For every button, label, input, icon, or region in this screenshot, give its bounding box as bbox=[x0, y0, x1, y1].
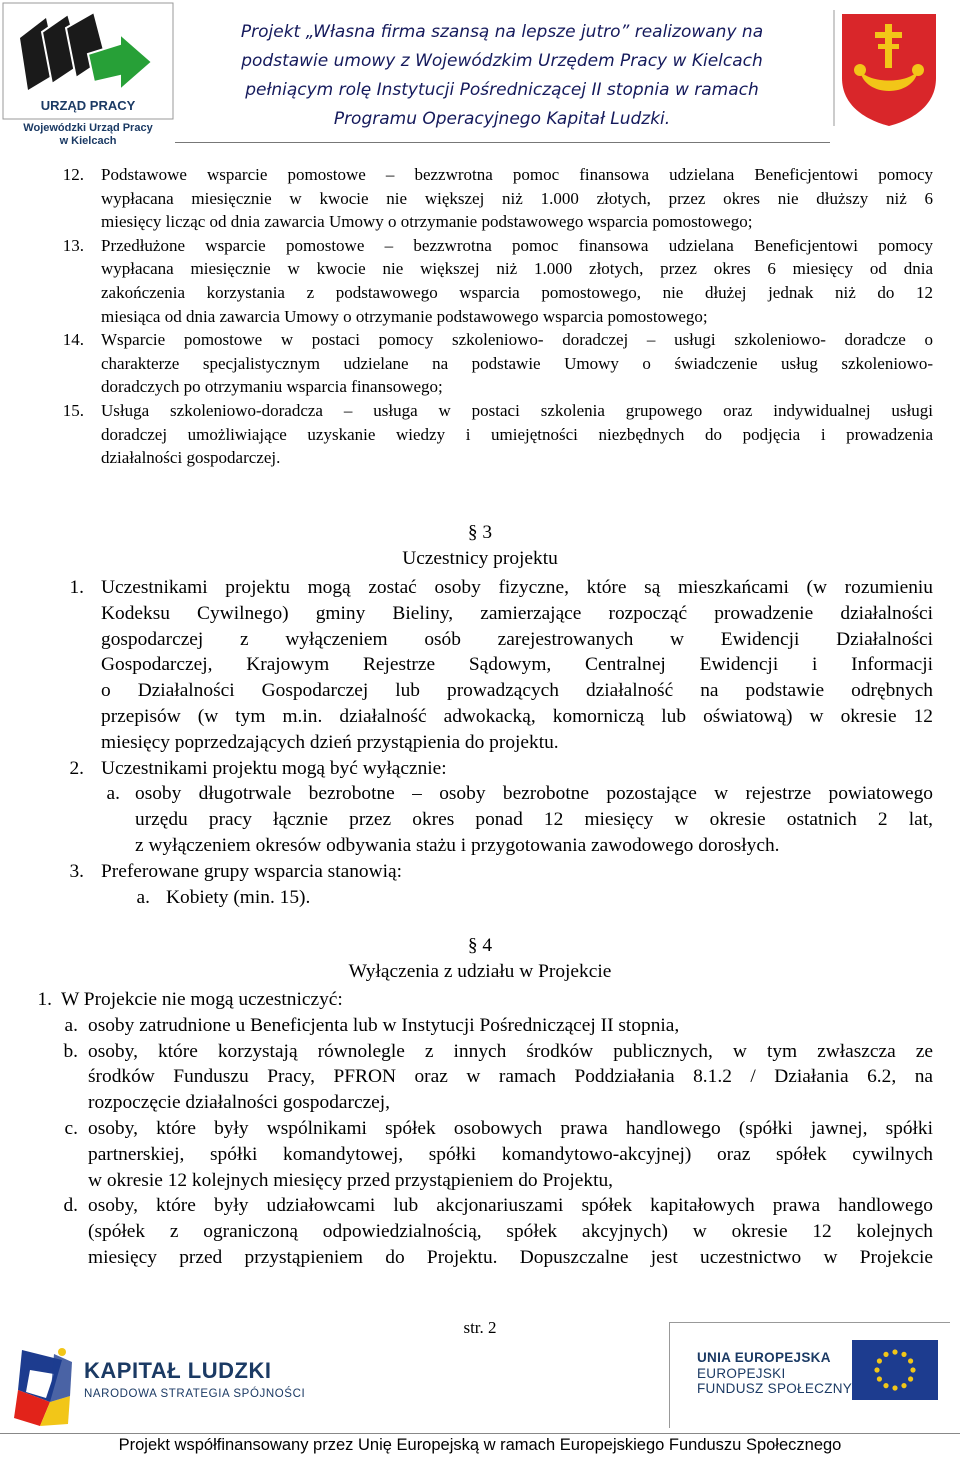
item-line: zakończenia korzystania z podstawowego wsparcia pomostowego, nie dłużej jednak niż do 12 bbox=[101, 282, 933, 302]
list-item bbox=[0, 163, 960, 187]
item-line: Gospodarczej, Krajowym Rejestrze Sądowym, Centralnej Ewidencji i Informacji bbox=[101, 654, 933, 676]
list-item bbox=[0, 328, 960, 352]
item-line: (spółek z ograniczoną odpowiedzialnością, spółek akcyjnych) w okresie 12 kolejnych bbox=[88, 1221, 933, 1243]
sub-list-item bbox=[0, 781, 960, 807]
logo-line2: Wojewódzki Urząd Pracy bbox=[23, 122, 153, 134]
cofinancing-note: Projekt współfinansowany przez Unię Europejską w ramach Europejskiego Funduszu Społecznego bbox=[118, 1436, 842, 1454]
item-number: 12. bbox=[62, 165, 84, 184]
list-item bbox=[0, 575, 960, 601]
item-line: Uczestnikami projektu mogą zostać osoby fizyczne, które są mieszkańcami (w rozumieniu bbox=[101, 577, 933, 598]
item-line: działalności gospodarczej. bbox=[101, 448, 281, 468]
item-line: doradczej umożliwiające uzyskanie wiedzy i umiejętności niezbędnych do podjęcia i prowadzenia bbox=[101, 424, 933, 444]
item-number: 1. bbox=[69, 577, 84, 598]
item-line: Kodeksu Cywilnego) gminy Bieliny, zamierzające rozpocząć prowadzenie działalności bbox=[101, 602, 933, 624]
section-4-title: Wyłączenia z udziału w Projekcie bbox=[348, 961, 612, 982]
sub-list-item bbox=[0, 885, 960, 911]
kl-subtitle: NARODOWA STRATEGIA SPÓJNOŚCI bbox=[84, 1388, 306, 1400]
item-line: partnerskiej, spółki komandytowej, spółki komandytowo-akcyjnej) oraz spółek cywilnych bbox=[88, 1143, 933, 1165]
footer-rule bbox=[0, 1433, 960, 1434]
eu-flag-icon bbox=[852, 1340, 938, 1400]
header-rule bbox=[175, 142, 830, 143]
item-line: Uczestnikami projektu mogą być wyłącznie: bbox=[101, 757, 447, 779]
kl-title: KAPITAŁ LUDZKI bbox=[84, 1358, 272, 1383]
item-line: miesięcy przed przystąpieniem do Projektu. Dopuszczalne jest uczestnictwo w Projekcie bbox=[88, 1246, 933, 1268]
item-line: z wyłączeniem okresów odbywania stażu i przygotowania zawodowego dorosłych. bbox=[135, 834, 780, 856]
item-line: miesięcy poprzedzających dzień przystąpienia do projektu. bbox=[101, 731, 559, 753]
list-item bbox=[0, 1193, 960, 1219]
item-line: Wsparcie pomostowe w postaci pomocy szkoleniowo- doradczej – usługi szkoleniowo- doradcze o bbox=[101, 330, 933, 350]
item-line: osoby, które były wspólnikami spółek osobowych prawa handlowego (spółki jawnej, spółki bbox=[88, 1117, 933, 1139]
section-4-number: § 4 bbox=[467, 935, 493, 956]
item-line: rozpoczęcie działalności gospodarczej, bbox=[88, 1092, 391, 1114]
item-line: o Działalności Gospodarczej lub prowadzących działalność na podstawie odrębnych bbox=[101, 680, 933, 702]
bieliny-crest-icon bbox=[830, 8, 940, 128]
item-line: Usługa szkoleniowo-doradcza – usługa w postaci szkolenia grupowego oraz indywidualnej usługi bbox=[101, 400, 933, 420]
wup-name bbox=[8, 122, 168, 148]
logo-line3: w Kielcach bbox=[59, 135, 117, 147]
item-line: osoby, które były udziałowcami lub akcjonariuszami spółek kapitałowych prawa handlowego bbox=[88, 1195, 933, 1217]
item-line: osoby, które korzystają równolegle z innych środków publicznych, w tym zwłaszcza ze bbox=[88, 1040, 933, 1062]
item-number: 2. bbox=[69, 757, 84, 779]
project-line-2: podstawie umowy z Wojewódzkim Urzędem Pracy w Kielcach bbox=[241, 51, 763, 71]
item-line: wypłacana miesięcznie w kwocie nie większej niż 1.000 złotych, przez okres nie dłuższy niż 6 bbox=[101, 188, 933, 208]
eu-fund-line1: EUROPEJSKI bbox=[697, 1366, 786, 1381]
section-3-number: § 3 bbox=[467, 522, 493, 543]
item-line: Preferowane grupy wsparcia stanowią: bbox=[101, 860, 402, 882]
list-item bbox=[0, 859, 960, 885]
logo-line1: URZĄD PRACY bbox=[40, 98, 136, 113]
item-number: 3. bbox=[69, 860, 84, 882]
wup-logo bbox=[2, 2, 174, 148]
item-letter: a. bbox=[106, 783, 120, 805]
item-letter: d. bbox=[63, 1195, 78, 1217]
project-line-3: pełniącym rolę Instytucji Pośredniczącej II stopnia w ramach bbox=[245, 80, 759, 100]
item-line: osoby zatrudnione u Beneficjenta lub w Instytucji Pośredniczącej II stopnia, bbox=[88, 1014, 680, 1036]
list-item bbox=[0, 1116, 960, 1142]
item-line: W Projekcie nie mogą uczestniczyć: bbox=[61, 989, 343, 1010]
item-line: osoby długotrwale bezrobotne – osoby bezrobotne pozostające w rejestrze powiatowego bbox=[135, 783, 933, 805]
section-3-content bbox=[0, 575, 960, 910]
item-line: w okresie 12 kolejnych miesięcy przed przystąpieniem do Projektu, bbox=[88, 1169, 614, 1191]
list-item bbox=[0, 756, 960, 782]
list-item bbox=[0, 1039, 960, 1065]
item-number: 1. bbox=[37, 989, 52, 1010]
section-3-title: Uczestnicy projektu bbox=[402, 548, 558, 569]
item-line: doradczych po otrzymaniu wsparcia finansowego; bbox=[101, 377, 443, 397]
eu-fund-line2: FUNDUSZ SPOŁECZNY bbox=[697, 1381, 853, 1396]
list-item bbox=[0, 234, 960, 258]
item-line: gospodarczej z wyłączeniem osób zarejestrowanych w Ewidencji Działalności bbox=[101, 628, 933, 650]
item-letter: c. bbox=[64, 1117, 78, 1139]
item-line: miesiąca od dnia zawarcia Umowy o otrzymanie podstawowego wsparcia pomostowego; bbox=[101, 306, 708, 326]
item-letter: b. bbox=[63, 1040, 78, 1062]
item-number: 15. bbox=[62, 400, 84, 420]
item-line: urzędu pracy łącznie przez okres ponad 12 miesięcy w okresie ostatnich 2 lat, bbox=[135, 809, 933, 831]
item-number: 14. bbox=[62, 330, 84, 350]
item-line: przepisów (w tym m.in. działalność adwokacką, komorniczą lub oświatową) w okresie 12 bbox=[101, 705, 933, 727]
item-letter: a. bbox=[136, 886, 150, 908]
item-line: Przedłużone wsparcie pomostowe – bezzwrotna pomoc finansowa udzielana Beneficjentowi pomocy bbox=[101, 235, 933, 255]
item-line: Kobiety (min. 15). bbox=[166, 886, 311, 908]
list-item bbox=[0, 399, 960, 423]
project-line-4: Programu Operacyjnego Kapitał Ludzki. bbox=[333, 109, 671, 129]
project-header-text bbox=[232, 18, 772, 134]
item-line: charakterze specjalistycznym udzielane na podstawie Umowy o świadczenie usług szkoleniowo- bbox=[101, 353, 933, 373]
kapital-ludzki-logo-icon bbox=[10, 1340, 270, 1430]
page-header bbox=[0, 0, 960, 150]
item-line: środków Funduszu Pracy, PFRON oraz w ramach Poddziałania 8.1.2 / Działania 6.2, na bbox=[88, 1066, 933, 1088]
item-line: miesięcy licząc od dnia zawarcia Umowy o otrzymanie podstawowego wsparcia pomostowego; bbox=[101, 212, 753, 232]
eu-fund bbox=[697, 1366, 852, 1396]
list-item bbox=[0, 1013, 960, 1039]
list-item bbox=[0, 987, 960, 1013]
item-line: Podstawowe wsparcie pomostowe – bezzwrotna pomoc finansowa udzielana Beneficjentowi pomocy bbox=[101, 165, 933, 184]
page-number: str. 2 bbox=[463, 1318, 497, 1337]
eu-title: UNIA EUROPEJSKA bbox=[697, 1350, 831, 1365]
definitions-list bbox=[0, 163, 960, 470]
section-4-content bbox=[0, 987, 960, 1271]
item-number: 13. bbox=[62, 235, 84, 255]
item-letter: a. bbox=[64, 1014, 78, 1036]
item-line: wypłacana miesięcznie w kwocie nie większej niż 1.000 złotych, przez okres 6 miesięcy od dnia bbox=[101, 259, 933, 279]
project-line-1: Projekt „Własna firma szansą na lepsze jutro” realizowany na bbox=[240, 22, 764, 42]
wup-logo-graphic bbox=[2, 2, 174, 120]
